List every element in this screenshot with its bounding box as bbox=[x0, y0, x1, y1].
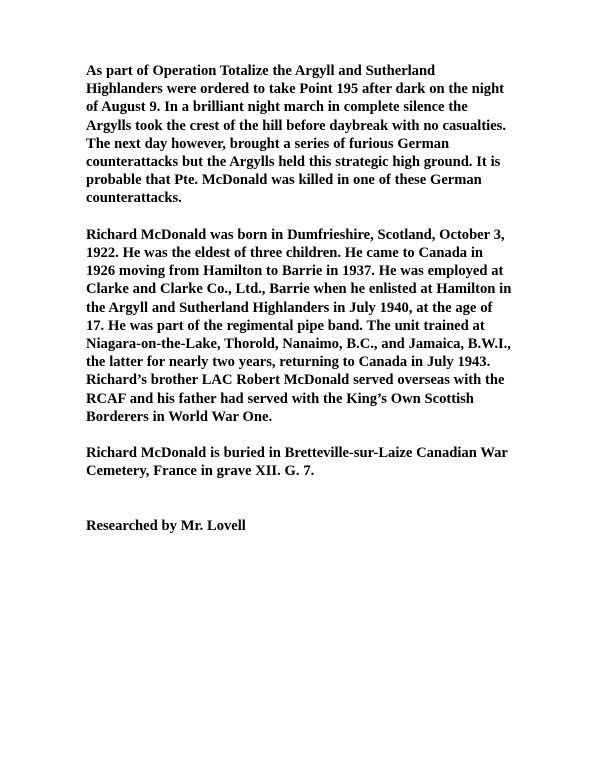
paragraph-operation-totalize: As part of Operation Totalize the Argyll and Sutherland Highlanders were ordered to take Point 195 after dark on the night of August 9. In a brilliant night march in complete silence the Argylls took the crest of the hill before daybreak with no casualties. The next day however, brought a series of furious German counterattacks but the Argylls held this strategic high ground. It is probable that Pte. McDonald was killed in one of these German counterattacks. bbox=[86, 63, 506, 207]
document-text-body bbox=[86, 62, 512, 535]
paragraph-biography: Richard McDonald was born in Dumfrieshire, Scotland, October 3, 1922. He was the eldest of three children. He came to Canada in 1926 moving from Hamilton to Barrie in 1937. He was employed at Clarke and Clarke Co., Ltd., Barrie when he enlisted at Hamilton in the Argyll and Sutherland Highlanders in July 1940, at the age of 17. He was part of the regimental pipe band. The unit trained at Niagara-on-the-Lake, Thorold, Nanaimo, B.C., and Jamaica, B.W.I., the latter for nearly two years, returning to Canada in July 1943. Richard’s brother LAC Robert McDonald served overseas with the RCAF and his father had served with the King’s Own Scottish Borderers in World War One. bbox=[86, 226, 512, 425]
paragraph-credit: Researched by Mr. Lovell bbox=[86, 518, 246, 535]
paragraph-burial: Richard McDonald is buried in Bretteville-sur-Laize Canadian War Cemetery, France in grave XII. G. 7. bbox=[86, 445, 508, 480]
